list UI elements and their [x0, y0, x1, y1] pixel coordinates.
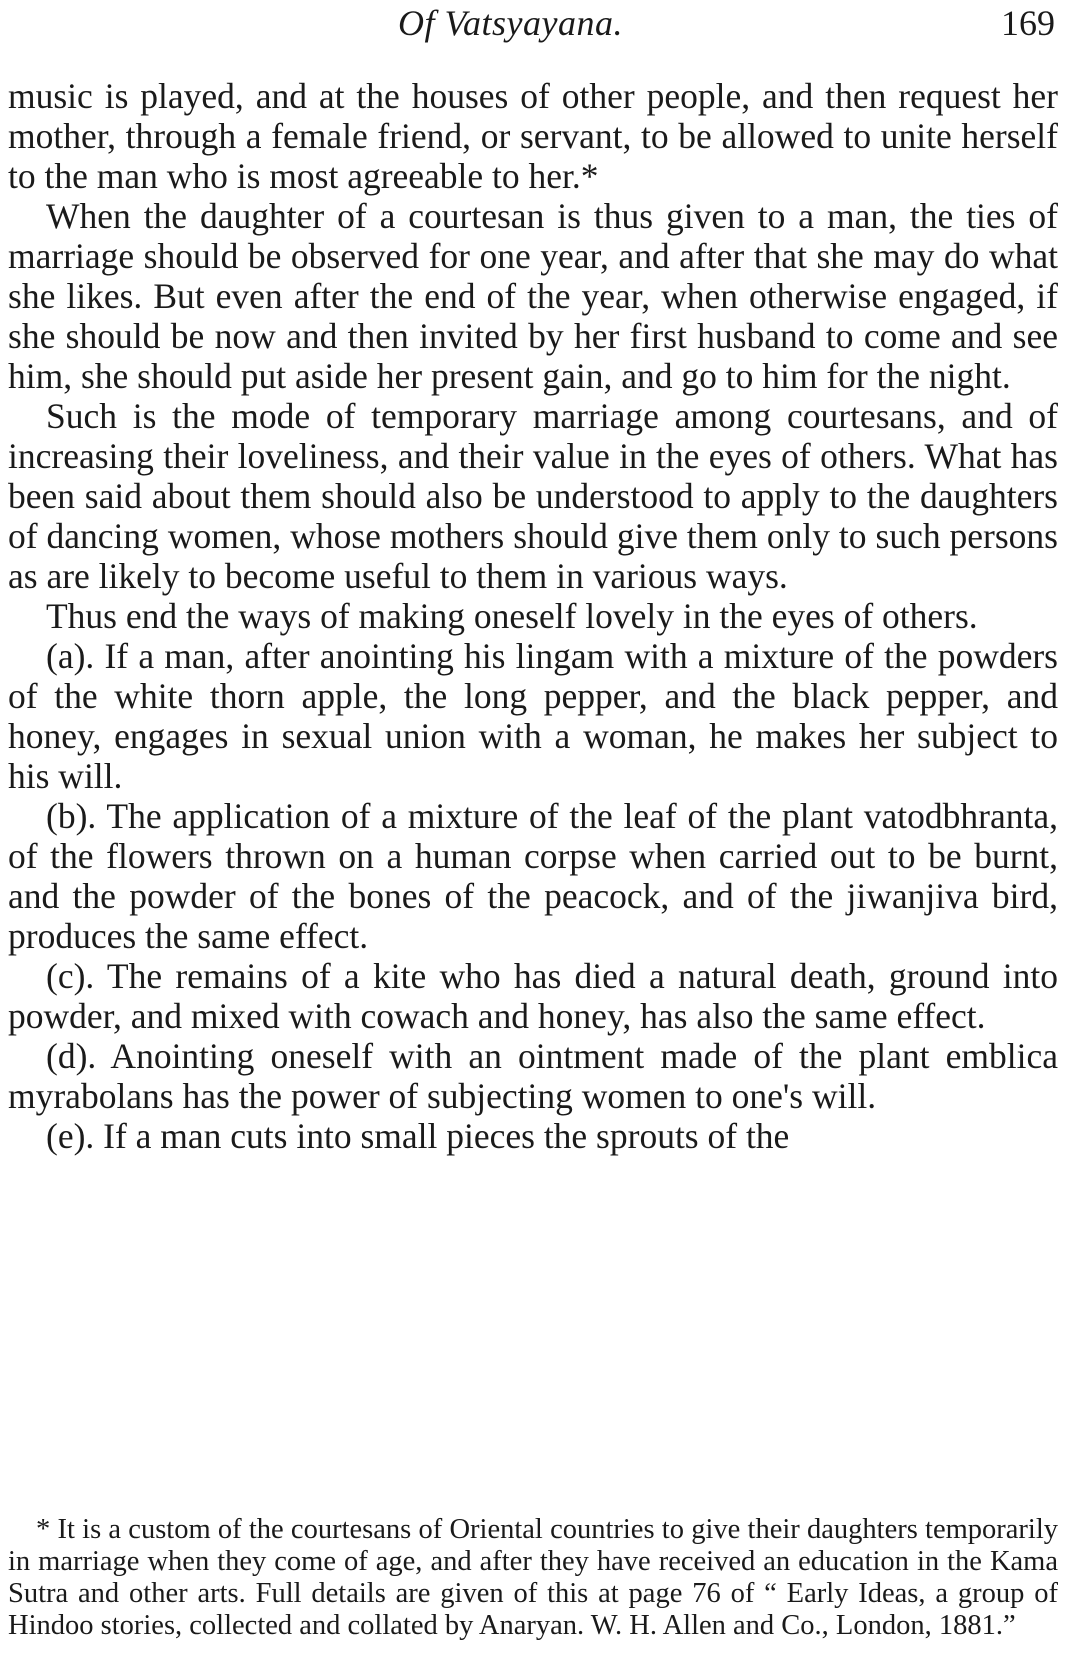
paragraph-recipe-e: (e). If a man cuts into small pieces the sprouts of the [46, 1116, 790, 1156]
footnote-text: * It is a custom of the courtesans of Oriental countries to give their daughters temporarily in marriage when they come of age, and after they have received an education in the Kama Sutra and other arts. Full details are given of this at page 76 of “ Early Ideas, a group of Hindoo stories, collected and collated by Anaryan. W. H. Allen and Co., London, 1881.” [8, 1514, 1058, 1641]
paragraph-recipe-c: (c). The remains of a kite who has died a natural death, ground into powder, and mixed with cowach and honey, has also the same effect. [8, 956, 1058, 1036]
running-header [0, 2, 1067, 48]
paragraph-temporary-marriage: Such is the mode of temporary marriage among courtesans, and of increasing their loveliness, and their value in the eyes of others. What has been said about them should also be understood to apply to the daughters of dancing women, whose mothers should give them only to such persons as are likely to become useful to them in various ways. [8, 396, 1058, 596]
paragraph-continuation: music is played, and at the houses of other people, and then request her mother, through a female friend, or servant, to be allowed to unite herself to the man who is most agreeable to her.* [8, 76, 1058, 196]
running-title: Of Vatsyayana. [398, 3, 623, 43]
paragraph-recipe-b: (b). The application of a mixture of the leaf of the plant vatodbhranta, of the flowers thrown on a human corpse when carried out to be burnt, and the powder of the bones of the peacock, and of the jiwanjiva bird, produces the same effect. [8, 796, 1058, 956]
body-text [8, 76, 1058, 1156]
paragraph-section-end: Thus end the ways of making oneself lovely in the eyes of others. [46, 596, 978, 636]
paragraph-recipe-a: (a). If a man, after anointing his lingam with a mixture of the powders of the white thorn apple, the long pepper, and the black pepper, and honey, engages in sexual union with a woman, he makes her subject to his will. [8, 636, 1058, 796]
paragraph-marriage-ties: When the daughter of a courtesan is thus given to a man, the ties of marriage should be observed for one year, and after that she may do what she likes. But even after the end of the year, when otherwise engaged, if she should be now and then invited by her first husband to come and see him, she should put aside her present gain, and go to him for the night. [8, 196, 1058, 396]
footnote [8, 1514, 1058, 1642]
paragraph-recipe-d: (d). Anointing oneself with an ointment made of the plant emblica myrabolans has the power of subjecting women to one's will. [8, 1036, 1058, 1116]
page-number: 169 [1001, 3, 1055, 43]
